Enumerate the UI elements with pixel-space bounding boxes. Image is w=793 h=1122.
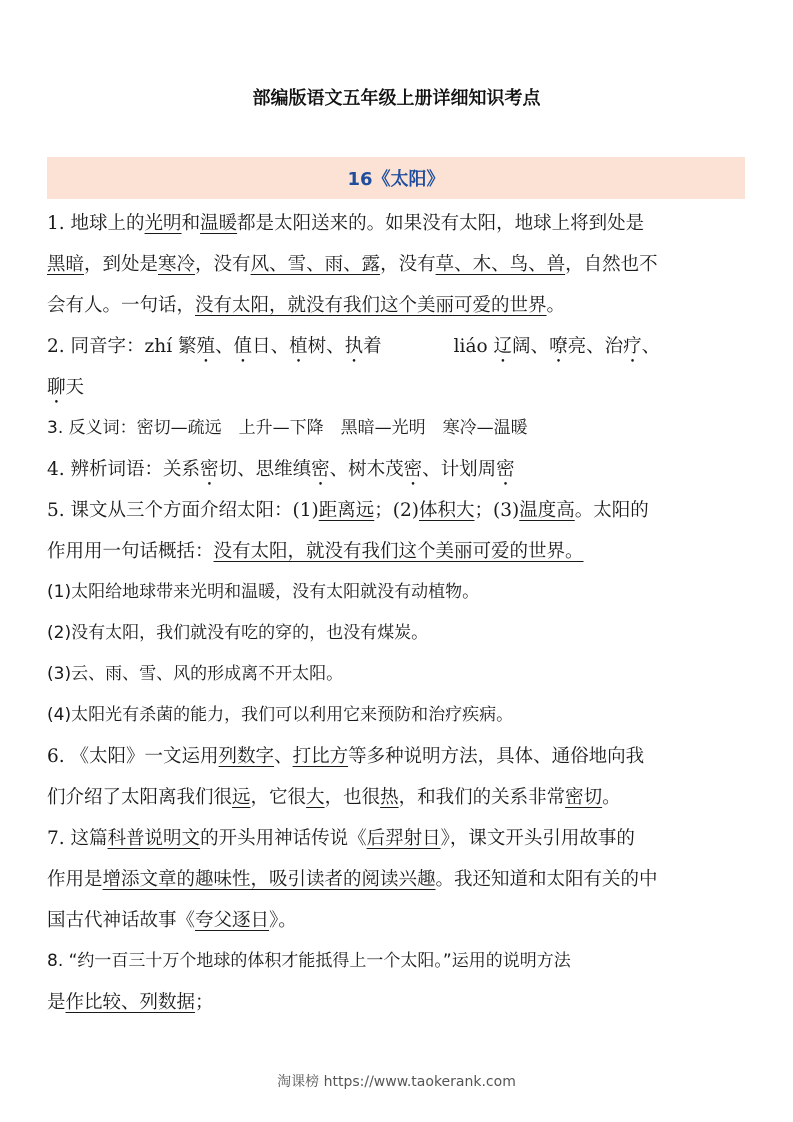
item-6-line-1: 6. 《太阳》一文运用列数字、打比方等多种说明方法，具体、通俗地向我 bbox=[47, 746, 645, 767]
item-6-line-2: 们介绍了太阳离我们很远，它很大，也很热，和我们的关系非常密切。 bbox=[47, 787, 621, 808]
item-1-line-2: 黑暗，到处是寒冷，没有风、雪、雨、露，没有草、木、鸟、兽，自然也不 bbox=[47, 254, 658, 275]
item-5-line-1: 5. 课文从三个方面介绍太阳：(1)距离远；(2)体积大；(3)温度高。太阳的 bbox=[47, 500, 649, 521]
item-4: 4. 辨析词语：关系密切、思维缜密、树木茂密、计划周密 bbox=[47, 459, 515, 480]
item-3: 3. 反义词：密切—疏远 上升—下降 黑暗—光明 寒冷—温暖 bbox=[47, 418, 528, 438]
page-title: 部编版语文五年级上册详细知识考点 bbox=[252, 88, 541, 109]
item-7-line-3: 国古代神话故事《夸父逐日》。 bbox=[47, 910, 297, 931]
item-5-line-2: 作用用一句话概括：没有太阳，就没有我们这个美丽可爱的世界。 bbox=[47, 541, 584, 562]
item-2-line-2: 聊天 bbox=[47, 377, 85, 398]
item-8-line-2: 是作比较、列数据； bbox=[47, 992, 214, 1013]
item-1-line-1: 1. 地球上的光明和温暖都是太阳送来的。如果没有太阳，地球上将到处是 bbox=[47, 213, 645, 234]
item-5-sub-2: (2)没有太阳，我们就没有吃的穿的，也没有煤炭。 bbox=[47, 623, 429, 643]
section-heading: 16《太阳》 bbox=[47, 157, 745, 199]
item-5-sub-4: (4)太阳光有杀菌的能力，我们可以利用它来预防和治疗疾病。 bbox=[47, 705, 514, 725]
content-body bbox=[47, 203, 747, 1023]
item-2-line-1: 2. 同音字：zhí 繁殖、值日、植树、执着 liáo 辽阔、嘹亮、治疗、 bbox=[47, 336, 661, 357]
footer-watermark: 淘课榜 https://www.taokerank.com bbox=[277, 1074, 516, 1090]
item-1-line-3: 会有人。一句话，没有太阳，就没有我们这个美丽可爱的世界。 bbox=[47, 295, 566, 316]
item-7-line-2: 作用是增添文章的趣味性，吸引读者的阅读兴趣。我还知道和太阳有关的中 bbox=[47, 869, 658, 890]
item-5-sub-1: (1)太阳给地球带来光明和温暖，没有太阳就没有动植物。 bbox=[47, 582, 480, 602]
item-5-sub-3: (3)云、雨、雪、风的形成离不开太阳。 bbox=[47, 664, 344, 684]
item-7-line-1: 7. 这篇科普说明文的开头用神话传说《后羿射日》，课文开头引用故事的 bbox=[47, 828, 635, 849]
item-8-line-1: 8. “约一百三十万个地球的体积才能抵得上一个太阳。”运用的说明方法 bbox=[47, 951, 571, 971]
